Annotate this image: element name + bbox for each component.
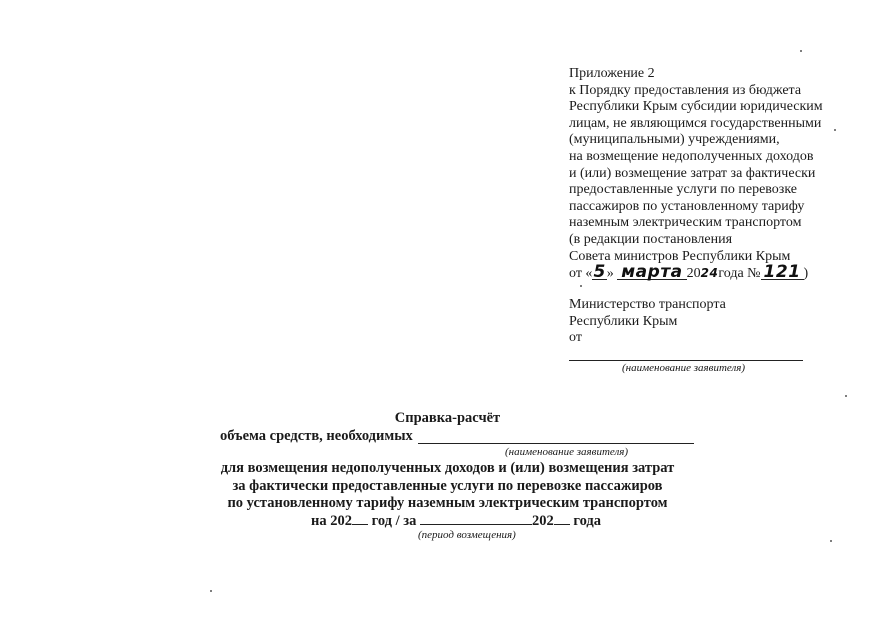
scan-speck — [834, 129, 836, 131]
scan-speck — [580, 285, 582, 287]
date-year-prefix: 20 — [686, 266, 701, 282]
annex-line: (муниципальными) учреждениями, — [569, 132, 780, 148]
handwritten-number: 121 — [761, 265, 804, 280]
period-caption: (период возмещения) — [418, 529, 516, 541]
period-year-suffix: года — [569, 513, 601, 529]
handwritten-year: 24 — [700, 266, 719, 281]
applicant-name-blank — [569, 360, 803, 361]
scan-speck — [210, 590, 212, 592]
annex-line: к Порядку предоставления из бюджета — [569, 82, 802, 98]
annex-line: на возмещение недополученных доходов — [569, 148, 814, 164]
period-month-blank — [420, 512, 532, 525]
annex-line: Республики Крым субсидии юридическим — [569, 99, 823, 115]
title-line-4: за фактически предоставленные услуги по перевозке пассажиров — [232, 478, 663, 494]
annex-line: пассажиров по установленному тарифу — [569, 198, 805, 214]
annex-line: (в редакции постановления — [569, 231, 733, 247]
handwritten-day: 5 — [593, 262, 606, 283]
title-line-2-prefix: объема средств, необходимых — [220, 428, 413, 444]
period-separator: год / за — [367, 513, 420, 529]
period-line — [311, 512, 601, 530]
title-applicant-caption: (наименование заявителя) — [505, 446, 629, 458]
annex-line: Совета министров Республики Крым — [569, 248, 791, 264]
annex-line: наземным электрическим транспортом — [569, 215, 802, 231]
annex-line: лицам, не являющимся государственными — [569, 115, 822, 131]
applicant-name-caption: (наименование заявителя) — [622, 362, 746, 374]
handwritten-month: марта — [617, 265, 686, 280]
period-year-prefix: на 202 — [311, 513, 352, 529]
recipient-from: от — [569, 330, 582, 346]
date-quote-close: » — [606, 266, 614, 282]
period-year2-prefix: 202 — [531, 513, 554, 529]
title-line-5: по установленному тарифу наземным электрическим транспортом — [227, 495, 668, 511]
date-prefix: от « — [569, 266, 593, 282]
recipient-block — [569, 297, 726, 347]
scan-speck — [830, 540, 832, 542]
period-year-blank — [352, 512, 368, 525]
annex-line: Приложение 2 — [569, 66, 655, 81]
document-title: Справка-расчёт — [394, 410, 501, 426]
scan-speck — [800, 50, 802, 52]
recipient-line: Министерство транспорта — [569, 297, 726, 312]
annex-line: предоставленные услуги по перевозке — [569, 182, 797, 198]
scan-speck — [845, 395, 847, 397]
date-year-suffix: года № — [718, 266, 761, 282]
resolution-date-line — [569, 262, 869, 283]
annex-line: и (или) возмещение затрат за фактически — [569, 165, 816, 181]
annex-header — [569, 66, 869, 283]
period-year2-blank — [554, 512, 570, 525]
date-paren: ) — [803, 266, 809, 282]
title-line-3: для возмещения недополученных доходов и (или) возмещения затрат — [220, 460, 675, 476]
title-applicant-blank — [418, 443, 694, 444]
recipient-line: Республики Крым — [569, 313, 678, 329]
